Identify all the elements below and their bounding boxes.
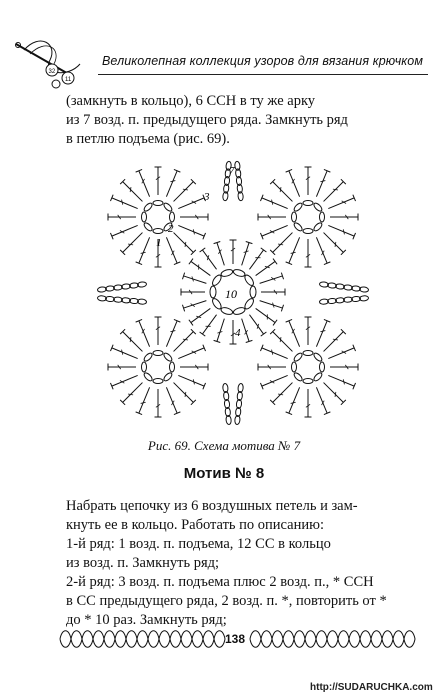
text-line: 1-й ряд: 1 возд. п. подъема, 12 СС в кольцо: [66, 536, 331, 552]
text-line: 2-й ряд: 3 возд. п. подъема плюс 2 возд. п., * ССН: [66, 574, 374, 590]
text-line: до * 10 раз. Замкнуть ряд;: [66, 612, 227, 628]
crochet-diagram: [88, 152, 378, 432]
body-paragraph: [66, 497, 404, 630]
svg-text:32: 32: [48, 69, 56, 75]
intro-paragraph: [66, 92, 404, 149]
text-line: кнуть ее в кольцо. Работать по описанию:: [66, 517, 324, 533]
row-label-1: 1: [156, 237, 162, 249]
row-label-3: 3: [204, 191, 210, 203]
text-line: (замкнуть в кольцо), 6 ССН в ту же арку: [66, 93, 316, 109]
text-line: из возд. п. Замкнуть ряд;: [66, 555, 220, 571]
center-label: 10: [225, 287, 237, 301]
watermark: http://SUDARUCHKA.com: [310, 682, 433, 693]
text-line: в СС предыдущего ряда, 2 возд. п. *, повторить от *: [66, 593, 387, 609]
footer-ornament: [0, 626, 448, 652]
page-header: [10, 34, 430, 90]
section-title: Мотив № 8: [183, 465, 265, 482]
text-line: из 7 возд. п. предыдущего ряда. Замкнуть ряд: [66, 112, 348, 128]
header-title: Великолепная коллекция узоров для вязания крючком: [102, 54, 423, 68]
header-rule: [98, 74, 428, 75]
page-number: 138: [225, 632, 246, 646]
row-label-4: 4: [235, 327, 241, 339]
svg-text:11: 11: [65, 77, 72, 83]
row-label-2: 2: [168, 223, 174, 235]
text-line: в петлю подъема (рис. 69).: [66, 131, 230, 147]
text-line: Набрать цепочку из 6 воздушных петель и зам-: [66, 498, 358, 514]
needle-and-yarn-icon: [10, 34, 90, 90]
row-label-7: 7: [229, 165, 235, 177]
figure-caption: Рис. 69. Схема мотива № 7: [147, 438, 301, 453]
